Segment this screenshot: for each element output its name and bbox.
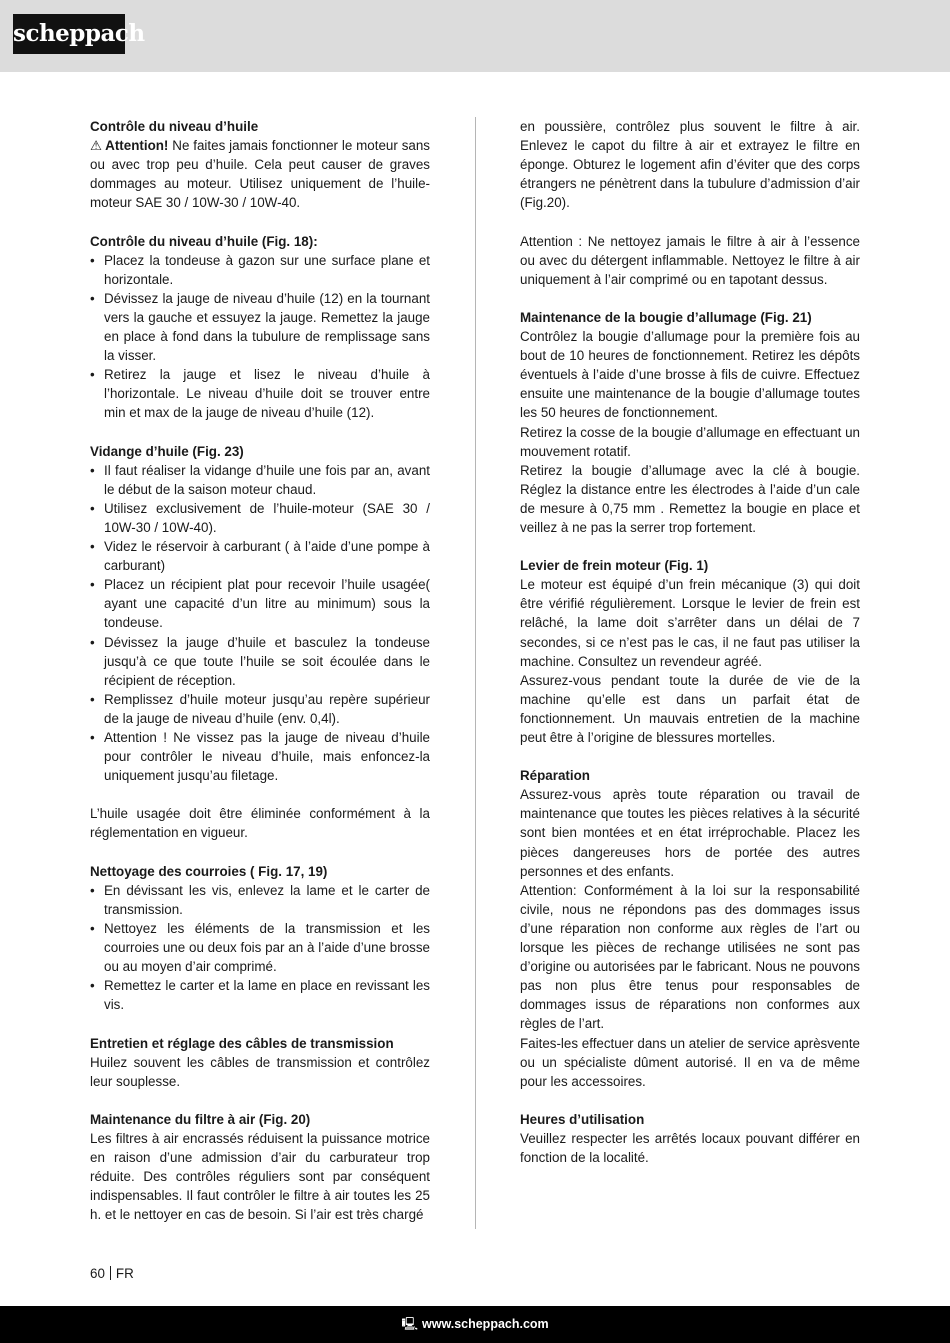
- separator: [110, 1266, 111, 1280]
- page-number-value: 60: [90, 1266, 105, 1281]
- column-divider: [475, 117, 476, 1229]
- paragraph: L’huile usagée doit être éliminée conformément à la réglementation en vigueur.: [90, 806, 430, 841]
- list-item: • Placez la tondeuse à gazon sur une surface plane et horizontale.: [90, 251, 430, 289]
- paragraph: Retirez la cosse de la bougie d’allumage en effectuant un mouvement rotatif.: [520, 424, 860, 459]
- warning-paragraph: [90, 136, 430, 212]
- paragraph: Les filtres à air encrassés réduisent la puissance motrice en raison d’une admission d’air du carburateur trop réduite. Des contrôles réguliers sont par conséquent indispensables. Il faut contrôler le filtre à air toutes les 25 h. et le nettoyer en cas de besoin. Si l’air est très chargé: [90, 1130, 430, 1223]
- paragraph: Veuillez respecter les arrêtés locaux pouvant différer en fonction de la localité.: [520, 1130, 860, 1166]
- page-footer: [0, 1306, 950, 1343]
- page-header: [0, 0, 950, 72]
- list-item: • Placez un récipient plat pour recevoir l’huile usagée( ayant une capacité d’un litre au minimum) sous la tondeuse.: [90, 575, 430, 632]
- scheppach-logo: scheppach: [13, 14, 125, 54]
- warning-icon: ⚠: [90, 138, 103, 154]
- paragraph: Huilez souvent les câbles de transmission et contrôlez leur souplesse.: [90, 1054, 430, 1089]
- list-item: • Il faut réaliser la vidange d’huile une fois par an, avant le début de la saison moteur chaud.: [90, 461, 430, 499]
- website-link[interactable]: www.scheppach.com: [422, 1317, 549, 1331]
- list-item: • Remettez le carter et la lame en place en revissant les vis.: [90, 976, 430, 1014]
- paragraph: Attention: Conformément à la loi sur la responsabilité civile, nous ne répondons pas des dommages issus d’une réparation non conforme aux règles de l’art ou lorsque les pièces de rechange utilisées ne sont pas d’origine ou autorisées par le fabricant. Nous ne pouvons pas non plus être tenus pour responsables de dommages issus de réparations non conformes aux règles de l’art.: [520, 882, 860, 1032]
- paragraph: Retirez la bougie d’allumage avec la clé à bougie. Réglez la distance entre les électrodes à l’aide d’un cale de mesure à 0,75 mm . Remettez la bougie en place et veillez à ne pas la serrer trop fortement.: [520, 462, 860, 535]
- paragraph: Contrôlez la bougie d’allumage pour la première fois au bout de 10 heures de fonctionnement. Retirez les dépôts éventuels à l’aide d’une brosse à fils de cuivre. Effectuez ensuite une maintenance de la bougie d’allumage toutes les 50 heures de fonctionnement.: [520, 329, 860, 421]
- section-title: Entretien et réglage des câbles de transmission: [90, 1035, 394, 1051]
- bullet-list: [90, 461, 430, 786]
- bullet-list: [90, 881, 430, 1015]
- paragraph: Assurez-vous pendant toute la durée de vie de la machine qu’elle est dans un parfait état de fonctionnement. Un mauvais entretien de la machine peut être à l’origine de blessures mortelles.: [520, 672, 860, 745]
- paragraph: Le moteur est équipé d’un frein mécanique (3) qui doit être vérifié régulièrement. Lorsque le levier de frein est relâché, la lame doit s’arrêter dans un délai de 7 secondes, si ce n’est pas le cas, il ne faut pas utiliser la machine. Consultez un revendeur agréé.: [520, 577, 860, 669]
- list-item: • Remplissez d’huile moteur jusqu’au repère supérieur de la jauge de niveau d’huile (env. 0,4l).: [90, 690, 430, 728]
- paragraph: Assurez-vous après toute réparation ou travail de maintenance que toutes les pièces relatives à la sécurité sont bien montées et en état irréprochable. Placez les pièces dangereuses hors de portée des autres personnes et des enfants.: [520, 787, 860, 879]
- section-title: Heures d’utilisation: [520, 1111, 645, 1127]
- section-title: Contrôle du niveau d’huile (Fig. 18):: [90, 233, 318, 249]
- right-column: [520, 117, 860, 1167]
- section-title: Contrôle du niveau d’huile: [90, 119, 259, 134]
- computer-icon: 🖳: [401, 1317, 419, 1331]
- section-title: Maintenance du filtre à air (Fig. 20): [90, 1111, 311, 1127]
- page-number: [90, 1265, 134, 1283]
- paragraph: en poussière, contrôlez plus souvent le filtre à air. Enlevez le capot du filtre à air et extrayez le filtre en éponge. Obturez le logement afin d’éviter que des corps étrangers ne pénètrent dans la tubulure d’admission d’air (Fig.20).: [520, 119, 860, 211]
- list-item: • Dévissez la jauge d’huile et basculez la tondeuse jusqu’à ce que toute l’huile se soit écoulée dans le récipient de réception.: [90, 633, 430, 690]
- list-item: • Attention ! Ne vissez pas la jauge de niveau d’huile pour contrôler le niveau d’huile, mais enfoncez-la uniquement jusqu’au filetage.: [90, 728, 430, 785]
- list-item: • Utilisez exclusivement de l’huile-moteur (SAE 30 / 10W-30 / 10W-40).: [90, 499, 430, 537]
- paragraph: Faites-les effectuer dans un atelier de service aprèsvente ou un spécialiste dûment autorisé. Il en va de même pour les accessoires.: [520, 1035, 860, 1089]
- list-item: • Nettoyez les éléments de la transmission et les courroies une ou deux fois par an à l’aide d’une brosse ou au moyen d’air comprimé.: [90, 919, 430, 976]
- section-title: Vidange d’huile (Fig. 23): [90, 443, 244, 459]
- warning-label: Attention!: [105, 138, 169, 154]
- section-title: Maintenance de la bougie d’allumage (Fig. 21): [520, 309, 812, 325]
- paragraph: Attention : Ne nettoyez jamais le filtre à air à l’essence ou avec du détergent inflammable. Nettoyez le filtre à air uniquement à l’air comprimé ou en tapotant dessus.: [520, 233, 860, 287]
- language-code: FR: [115, 1266, 134, 1281]
- section-title: Levier de frein moteur (Fig. 1): [520, 558, 709, 574]
- bullet-list: [90, 251, 430, 423]
- list-item: • Dévissez la jauge de niveau d’huile (12) en la tournant vers la gauche et essuyez la jauge. Remettez la jauge en place à fond dans la tubulure de remplissage sans la visser.: [90, 289, 430, 365]
- list-item: • Retirez la jauge et lisez le niveau d’huile à l’horizontale. Le niveau d’huile doit se trouver entre min et max de la jauge de niveau d’huile (12).: [90, 365, 430, 422]
- warning-text: Ne faites jamais fonctionner le moteur sans ou avec trop peu d’huile. Cela peut causer de graves dommages au moteur. Utilisez uniquement de l’huile-moteur SAE 30 / 10W-30 / 10W-40.: [90, 138, 430, 211]
- left-column: [90, 117, 430, 1224]
- section-title: Réparation: [520, 768, 590, 784]
- list-item: • Videz le réservoir à carburant ( à l’aide d’une pompe à carburant): [90, 537, 430, 575]
- section-title: Nettoyage des courroies ( Fig. 17, 19): [90, 863, 328, 879]
- list-item: • En dévissant les vis, enlevez la lame et le carter de transmission.: [90, 881, 430, 919]
